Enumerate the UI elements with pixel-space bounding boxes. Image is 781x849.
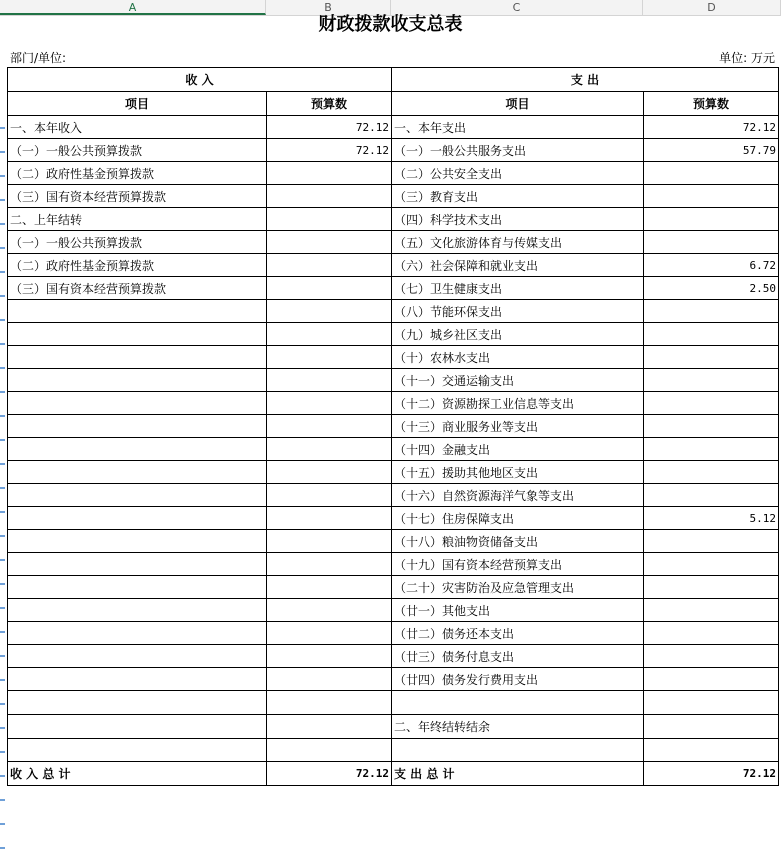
income-item-cell[interactable] <box>8 346 267 369</box>
expense-budget-cell[interactable] <box>644 553 779 576</box>
row-edge-marker <box>0 775 5 777</box>
income-item-cell[interactable]: （二）政府性基金预算拨款 <box>8 254 267 277</box>
table-row <box>8 530 779 553</box>
table-row <box>8 553 779 576</box>
income-budget-cell[interactable] <box>267 530 392 553</box>
row-edge-marker <box>0 751 5 753</box>
income-item-cell[interactable] <box>8 599 267 622</box>
row-edge-marker <box>0 439 5 441</box>
expense-budget-cell[interactable]: 72.12 <box>644 116 779 139</box>
expense-budget-cell[interactable] <box>644 530 779 553</box>
income-budget-cell[interactable] <box>267 392 392 415</box>
income-item-cell[interactable] <box>8 715 267 739</box>
expense-budget-cell[interactable] <box>644 461 779 484</box>
row-edge-marker <box>0 367 5 369</box>
income-item-cell[interactable] <box>8 323 267 346</box>
expense-budget-cell[interactable] <box>644 668 779 691</box>
table-row <box>8 622 779 645</box>
income-budget-cell[interactable] <box>267 415 392 438</box>
table-row <box>8 116 779 139</box>
income-budget-cell[interactable]: 72.12 <box>267 139 392 162</box>
income-item-cell[interactable] <box>8 415 267 438</box>
table-row <box>8 300 779 323</box>
expense-item-cell[interactable]: （十六）自然资源海洋气象等支出 <box>392 484 644 507</box>
income-item-cell[interactable] <box>8 645 267 668</box>
expense-budget-cell[interactable] <box>644 599 779 622</box>
department-label: 部门/单位: <box>10 51 67 65</box>
row-edge-marker <box>0 727 5 729</box>
row-edge-marker <box>0 343 5 345</box>
expense-item-cell[interactable]: 二、年终结转结余 <box>392 715 644 739</box>
table-row <box>8 645 779 668</box>
expense-budget-cell[interactable]: 2.50 <box>644 277 779 300</box>
expense-item-cell[interactable]: （四）科学技术支出 <box>392 208 644 231</box>
row-edge-marker <box>0 559 5 561</box>
expense-budget-cell[interactable]: 6.72 <box>644 254 779 277</box>
expense-budget-cell[interactable] <box>644 576 779 599</box>
expense-item-cell[interactable]: （廿四）债务发行费用支出 <box>392 668 644 691</box>
income-budget-cell[interactable] <box>267 668 392 691</box>
expense-item-cell[interactable]: （十九）国有资本经营预算支出 <box>392 553 644 576</box>
expense-item-cell[interactable]: （十一）交通运输支出 <box>392 369 644 392</box>
row-edge-marker <box>0 391 5 393</box>
income-item-cell[interactable]: 二、上年结转 <box>8 208 267 231</box>
column-header-b[interactable]: B <box>266 0 391 15</box>
income-item-cell[interactable] <box>8 691 267 715</box>
income-item-cell[interactable] <box>8 553 267 576</box>
income-item-header[interactable]: 项目 <box>8 92 267 116</box>
expense-item-cell[interactable]: （廿一）其他支出 <box>392 599 644 622</box>
table-row <box>8 185 779 208</box>
row-edge-marker <box>0 703 5 705</box>
row-edge-marker <box>0 679 5 681</box>
income-budget-cell[interactable] <box>267 484 392 507</box>
row-edge-marker <box>0 127 5 129</box>
row-edge-marker <box>0 799 5 801</box>
expense-item-cell[interactable]: （十七）住房保障支出 <box>392 507 644 530</box>
expense-budget-cell[interactable] <box>644 162 779 185</box>
row-edge-marker <box>0 151 5 153</box>
income-budget-cell[interactable] <box>267 277 392 300</box>
table-row <box>8 484 779 507</box>
expense-item-cell[interactable]: （八）节能环保支出 <box>392 300 644 323</box>
row-edge-marker <box>0 583 5 585</box>
income-budget-cell[interactable] <box>267 346 392 369</box>
expense-total-value[interactable]: 72.12 <box>644 762 779 786</box>
income-budget-cell[interactable] <box>267 369 392 392</box>
income-budget-cell[interactable]: 72.12 <box>267 116 392 139</box>
expense-item-cell[interactable]: （一）一般公共服务支出 <box>392 139 644 162</box>
income-budget-cell[interactable] <box>267 691 392 715</box>
expense-item-cell[interactable] <box>392 691 644 715</box>
expense-budget-cell[interactable]: 5.12 <box>644 507 779 530</box>
expense-budget-cell[interactable]: 57.79 <box>644 139 779 162</box>
income-item-cell[interactable] <box>8 438 267 461</box>
income-item-cell[interactable]: （二）政府性基金预算拨款 <box>8 162 267 185</box>
expense-item-cell[interactable]: （十二）资源勘探工业信息等支出 <box>392 392 644 415</box>
income-item-cell[interactable]: （一）一般公共预算拨款 <box>8 231 267 254</box>
income-budget-cell[interactable] <box>267 438 392 461</box>
income-item-cell[interactable] <box>8 576 267 599</box>
expense-budget-cell[interactable] <box>644 691 779 715</box>
table-row <box>8 323 779 346</box>
income-budget-cell[interactable] <box>267 576 392 599</box>
row-edge-marker <box>0 511 5 513</box>
expense-total-label[interactable]: 支 出 总 计 <box>392 762 644 786</box>
income-budget-cell[interactable] <box>267 507 392 530</box>
income-budget-cell[interactable] <box>267 185 392 208</box>
table-row <box>8 139 779 162</box>
expense-budget-cell[interactable] <box>644 392 779 415</box>
row-edge-marker <box>0 199 5 201</box>
expense-item-cell[interactable]: （廿三）债务付息支出 <box>392 645 644 668</box>
column-header-c[interactable]: C <box>391 0 643 15</box>
income-item-cell[interactable] <box>8 369 267 392</box>
expense-item-cell[interactable]: （十五）援助其他地区支出 <box>392 461 644 484</box>
row-edge-marker <box>0 223 5 225</box>
total-row <box>8 762 779 786</box>
income-budget-cell[interactable] <box>267 231 392 254</box>
expense-budget-cell[interactable] <box>644 415 779 438</box>
table-row <box>8 576 779 599</box>
expense-item-cell[interactable]: （七）卫生健康支出 <box>392 277 644 300</box>
table-row <box>8 208 779 231</box>
income-budget-cell[interactable] <box>267 553 392 576</box>
income-budget-cell[interactable] <box>267 461 392 484</box>
income-item-cell[interactable] <box>8 300 267 323</box>
table-row <box>8 691 779 715</box>
column-header-d[interactable]: D <box>643 0 781 15</box>
row-edge-marker <box>0 295 5 297</box>
income-budget-cell[interactable] <box>267 622 392 645</box>
unit-label: 单位: 万元 <box>719 51 775 65</box>
row-edge-marker <box>0 175 5 177</box>
table-row <box>8 277 779 300</box>
expense-item-cell[interactable] <box>392 739 644 762</box>
row-edge-marker <box>0 487 5 489</box>
table-row <box>8 369 779 392</box>
expense-item-header[interactable]: 项目 <box>392 92 644 116</box>
expense-item-cell[interactable]: 一、本年支出 <box>392 116 644 139</box>
expense-budget-cell[interactable] <box>644 323 779 346</box>
income-budget-header[interactable]: 预算数 <box>267 92 392 116</box>
income-total-label[interactable]: 收 入 总 计 <box>8 762 267 786</box>
column-header-a[interactable]: A <box>0 0 266 15</box>
budget-table-wrapper <box>7 67 778 786</box>
income-budget-cell[interactable] <box>267 300 392 323</box>
expense-item-cell[interactable]: （十四）金融支出 <box>392 438 644 461</box>
income-budget-cell[interactable] <box>267 715 392 739</box>
income-budget-cell[interactable] <box>267 162 392 185</box>
expense-budget-cell[interactable] <box>644 715 779 739</box>
income-budget-cell[interactable] <box>267 254 392 277</box>
table-row <box>8 254 779 277</box>
table-row <box>8 599 779 622</box>
page-title: 财政拨款收支总表 <box>318 14 463 35</box>
expense-item-cell[interactable]: （九）城乡社区支出 <box>392 323 644 346</box>
income-budget-cell[interactable] <box>267 645 392 668</box>
income-item-cell[interactable]: 一、本年收入 <box>8 116 267 139</box>
income-item-cell[interactable] <box>8 461 267 484</box>
row-edge-marker <box>0 463 5 465</box>
table-row <box>8 715 779 739</box>
table-row <box>8 231 779 254</box>
expense-item-cell[interactable]: （五）文化旅游体育与传媒支出 <box>392 231 644 254</box>
table-row <box>8 392 779 415</box>
expense-budget-cell[interactable] <box>644 739 779 762</box>
income-budget-cell[interactable] <box>267 599 392 622</box>
row-edge-markers <box>0 67 6 815</box>
income-item-cell[interactable] <box>8 739 267 762</box>
expense-item-cell[interactable]: （二十）灾害防治及应急管理支出 <box>392 576 644 599</box>
expense-budget-cell[interactable] <box>644 369 779 392</box>
income-budget-cell[interactable] <box>267 323 392 346</box>
income-item-cell[interactable] <box>8 668 267 691</box>
income-item-cell[interactable] <box>8 507 267 530</box>
expense-budget-cell[interactable] <box>644 438 779 461</box>
row-edge-marker <box>0 271 5 273</box>
expense-item-cell[interactable]: （十）农林水支出 <box>392 346 644 369</box>
table-row <box>8 415 779 438</box>
expense-budget-cell[interactable] <box>644 231 779 254</box>
expense-budget-cell[interactable] <box>644 208 779 231</box>
group-header-row <box>8 68 779 92</box>
table-row <box>8 346 779 369</box>
table-row <box>8 739 779 762</box>
expense-budget-cell[interactable] <box>644 185 779 208</box>
column-title-row <box>8 92 779 116</box>
expense-budget-cell[interactable] <box>644 645 779 668</box>
expense-item-cell[interactable]: （二）公共安全支出 <box>392 162 644 185</box>
row-edge-marker <box>0 415 5 417</box>
income-item-cell[interactable]: （三）国有资本经营预算拨款 <box>8 185 267 208</box>
table-row <box>8 438 779 461</box>
row-edge-marker <box>0 655 5 657</box>
income-item-cell[interactable]: （一）一般公共预算拨款 <box>8 139 267 162</box>
row-edge-marker <box>0 319 5 321</box>
expense-item-cell[interactable]: （三）教育支出 <box>392 185 644 208</box>
row-edge-marker <box>0 823 5 825</box>
income-item-cell[interactable]: （三）国有资本经营预算拨款 <box>8 277 267 300</box>
budget-table <box>7 67 779 786</box>
expense-item-cell[interactable]: （十三）商业服务业等支出 <box>392 415 644 438</box>
row-edge-marker <box>0 535 5 537</box>
expense-item-cell[interactable]: （廿二）债务还本支出 <box>392 622 644 645</box>
income-group-header[interactable]: 收 入 <box>8 68 392 92</box>
table-row <box>8 162 779 185</box>
row-edge-marker <box>0 247 5 249</box>
row-edge-marker <box>0 631 5 633</box>
expense-budget-cell[interactable] <box>644 300 779 323</box>
income-budget-cell[interactable] <box>267 208 392 231</box>
expense-budget-cell[interactable] <box>644 484 779 507</box>
income-item-cell[interactable] <box>8 484 267 507</box>
income-item-cell[interactable] <box>8 530 267 553</box>
table-row <box>8 507 779 530</box>
income-item-cell[interactable] <box>8 392 267 415</box>
table-row <box>8 668 779 691</box>
expense-budget-cell[interactable] <box>644 622 779 645</box>
income-budget-cell[interactable] <box>267 739 392 762</box>
expense-item-cell[interactable]: （十八）粮油物资储备支出 <box>392 530 644 553</box>
expense-budget-header[interactable]: 预算数 <box>644 92 779 116</box>
income-total-value[interactable]: 72.12 <box>267 762 392 786</box>
expense-item-cell[interactable]: （六）社会保障和就业支出 <box>392 254 644 277</box>
row-edge-marker <box>0 607 5 609</box>
expense-group-header[interactable]: 支 出 <box>392 68 779 92</box>
expense-budget-cell[interactable] <box>644 346 779 369</box>
income-item-cell[interactable] <box>8 622 267 645</box>
table-row <box>8 461 779 484</box>
